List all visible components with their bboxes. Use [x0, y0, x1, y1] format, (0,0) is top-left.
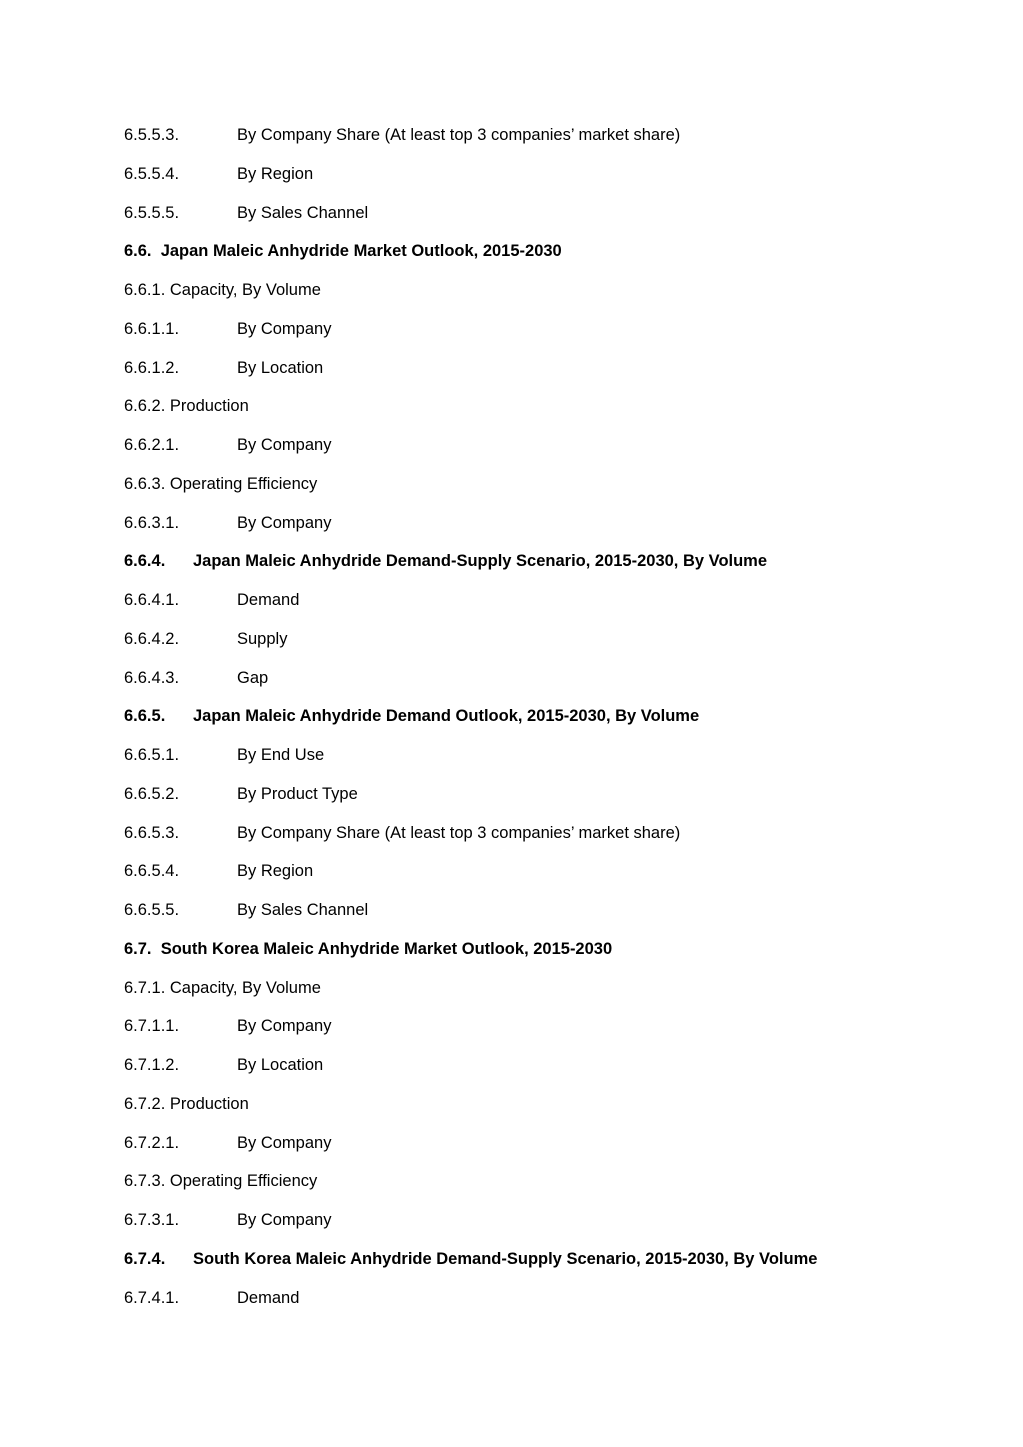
toc-entry-title: Capacity, By Volume — [169, 978, 321, 997]
toc-entry-number: 6.7.2.1. — [124, 1133, 180, 1152]
toc-entry-number: 6.6.2. — [124, 397, 166, 416]
toc-entry-title: Gap — [237, 668, 269, 687]
toc-entry-title: Operating Efficiency — [169, 1172, 318, 1191]
toc-entry — [124, 434, 984, 473]
toc-entry-title: By Company — [237, 1211, 332, 1229]
toc-entry-title: Japan Maleic Anhydride Market Outlook, 2015-2030 — [160, 242, 562, 261]
toc-entry-title: By Product Type — [237, 784, 358, 803]
toc-entry-number: 6.7.2. — [124, 1094, 166, 1113]
toc-entry-number: 6.5.5.3. — [124, 126, 180, 144]
toc-entry — [124, 357, 984, 396]
toc-entry-number: 6.6.5. — [124, 707, 166, 726]
toc-entry-title: By Sales Channel — [237, 203, 369, 222]
toc-entry-title: By Location — [237, 358, 324, 377]
toc-entry-title: Capacity, By Volume — [169, 281, 321, 299]
toc-entry-number: 6.6.5.3. — [124, 823, 180, 842]
toc-entry — [124, 550, 984, 589]
toc-entry-number: 6.6.3.1. — [124, 513, 180, 532]
toc-entry-title: By Company — [237, 513, 332, 532]
toc-entry — [124, 1132, 984, 1171]
toc-entry-title: South Korea Maleic Anhydride Demand-Supply Scenario, 2015-2030, By Volume — [193, 1249, 818, 1268]
toc-entry-number: 6.7.4. — [124, 1249, 166, 1268]
toc-entry — [124, 395, 984, 434]
toc-entry-number: 6.7.1.2. — [124, 1056, 180, 1074]
toc-entry — [124, 163, 984, 202]
toc-entry — [124, 318, 984, 357]
toc-entry-number: 6.7. — [124, 939, 152, 958]
toc-entry — [124, 899, 984, 938]
toc-entry-number: 6.7.1. — [124, 978, 166, 997]
toc-entry-title: By Company Share (At least top 3 companies’ market share) — [237, 126, 681, 144]
toc-entry-title: Demand — [237, 591, 300, 609]
toc-entry — [124, 783, 984, 822]
toc-entry-title: By Region — [237, 164, 314, 183]
toc-entry-title: By Company Share (At least top 3 companies’ market share) — [237, 823, 681, 842]
toc-entry-number: 6.7.3. — [124, 1172, 166, 1191]
toc-entry — [124, 938, 984, 977]
toc-entry-number: 6.6.2.1. — [124, 436, 180, 454]
toc-entry-title: By Company — [237, 319, 332, 338]
toc-entry-spacer — [152, 940, 161, 958]
toc-entry — [124, 1054, 984, 1093]
toc-entry-title: By Location — [237, 1056, 324, 1074]
toc-entry — [124, 202, 984, 241]
toc-entry-title: Supply — [237, 629, 288, 648]
toc-entry-title: Production — [169, 1094, 249, 1113]
toc-entry-title: By Company — [237, 1133, 332, 1152]
toc-entry-number: 6.6.5.2. — [124, 784, 180, 803]
toc-entry-title: Operating Efficiency — [169, 474, 318, 493]
toc-entry — [124, 977, 984, 1016]
toc-entry-number: 6.6.5.5. — [124, 901, 180, 919]
toc-entry — [124, 1209, 984, 1248]
toc-entry-number: 6.5.5.5. — [124, 203, 180, 222]
toc-entry-number: 6.7.3.1. — [124, 1211, 180, 1229]
toc-entry — [124, 1015, 984, 1054]
toc-entry-title: By Sales Channel — [237, 901, 369, 919]
toc-entry-title: Japan Maleic Anhydride Demand-Supply Scenario, 2015-2030, By Volume — [193, 552, 768, 571]
toc-entry-title: By End Use — [237, 746, 325, 764]
toc-entry-title: Production — [169, 397, 249, 416]
toc-entry — [124, 279, 984, 318]
toc-entry — [124, 667, 984, 706]
toc-entry-number: 6.7.1.1. — [124, 1017, 180, 1036]
toc-entry — [124, 589, 984, 628]
toc-entry — [124, 240, 984, 279]
toc-entry-number: 6.6.4. — [124, 552, 166, 571]
toc-entry — [124, 1170, 984, 1209]
toc-entry-title: By Company — [237, 436, 332, 454]
toc-entry — [124, 1093, 984, 1132]
toc-entry-number: 6.6.5.1. — [124, 746, 180, 764]
toc-entry — [124, 512, 984, 551]
toc-entry-title: Japan Maleic Anhydride Demand Outlook, 2015-2030, By Volume — [193, 707, 700, 726]
toc-entry — [124, 860, 984, 899]
toc-entry — [124, 1248, 984, 1287]
toc-entry — [124, 628, 984, 667]
toc-entry-title: By Region — [237, 862, 314, 881]
toc-entry-title: Demand — [237, 1288, 300, 1307]
toc-entry — [124, 473, 984, 512]
toc-entry-title: South Korea Maleic Anhydride Market Outlook, 2015-2030 — [160, 939, 613, 958]
toc-entry — [124, 744, 984, 783]
toc-entry — [124, 124, 984, 163]
table-of-contents — [124, 124, 984, 1325]
toc-entry-number: 6.5.5.4. — [124, 164, 180, 183]
toc-entry-number: 6.6.4.3. — [124, 668, 180, 687]
toc-entry-number: 6.6.4.2. — [124, 629, 180, 648]
toc-entry — [124, 1287, 984, 1326]
toc-entry-number: 6.6.1.2. — [124, 358, 180, 377]
toc-entry-number: 6.6.3. — [124, 474, 166, 493]
toc-entry-title: By Company — [237, 1017, 332, 1036]
toc-entry-number: 6.6.1. — [124, 281, 166, 299]
toc-entry-number: 6.6.1.1. — [124, 319, 180, 338]
toc-entry — [124, 705, 984, 744]
toc-entry-number: 6.7.4.1. — [124, 1288, 180, 1307]
toc-entry-number: 6.6.5.4. — [124, 862, 180, 881]
toc-entry-number: 6.6. — [124, 242, 152, 261]
toc-entry-number: 6.6.4.1. — [124, 591, 180, 609]
toc-entry — [124, 822, 984, 861]
toc-entry-spacer — [152, 242, 161, 260]
